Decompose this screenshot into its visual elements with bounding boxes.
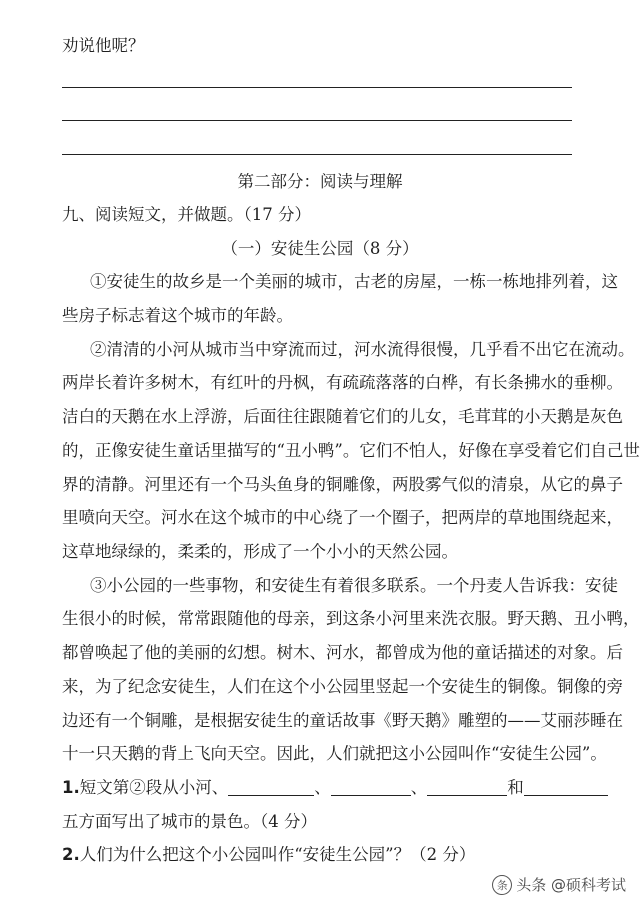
q1-separator: 、: [410, 778, 428, 797]
toutiao-logo-icon: 条: [492, 875, 512, 895]
passage-title: （一）安徒生公园（8 分）: [221, 239, 419, 258]
passage-line: ③小公园的一些事物，和安徒生有着很多联系。一个丹麦人告诉我：安徒: [90, 576, 618, 595]
passage-line: 两岸长着许多树木，有红叶的丹枫，有疏疏落落的白桦，有长条拂水的垂柳。: [62, 373, 623, 392]
passage-line: 的，正像安徒生童话里描写的“丑小鸭”。它们不怕人，好像在享受着它们自己世: [62, 441, 640, 460]
question-1-text: 短文第②段从小河、: [79, 778, 229, 797]
question-continuation: 劝说他呢？: [62, 36, 145, 55]
q1-separator: 、: [314, 778, 331, 797]
passage-line: 来，为了纪念安徒生，人们在这个小公园里竖起一个安徒生的铜像。铜像的旁: [62, 677, 623, 696]
passage-line: ①安徒生的故乡是一个美丽的城市，古老的房屋，一栋一栋地排列着，这: [90, 272, 618, 291]
q1-blank-2[interactable]: [331, 794, 411, 796]
q1-blank-3[interactable]: [427, 794, 507, 796]
answer-line-3: [62, 154, 572, 155]
question-2-number: 2.: [62, 845, 80, 864]
question-2-text: 人们为什么把这个小公园叫作“安徒生公园”？（2 分）: [79, 845, 476, 864]
passage-line: 洁白的天鹅在水上浮游，后面往往跟随着它们的儿女，毛茸茸的小天鹅是灰色: [62, 407, 623, 426]
q1-blank-1[interactable]: [228, 794, 314, 796]
question-2: [62, 843, 475, 867]
section-title: 第二部分：阅读与理解: [237, 172, 403, 191]
question-1-line-2: 五方面写出了城市的景色。（4 分）: [62, 812, 317, 831]
q1-separator: 和: [507, 778, 524, 797]
passage-line: 十一只天鹅的背上飞向天空。因此，人们就把这小公园叫作“安徒生公园”。: [62, 744, 607, 763]
watermark-text: 头条 @硕科考试: [516, 876, 626, 894]
answer-line-1: [62, 87, 572, 88]
passage-line: 都曾唤起了他的美丽的幻想。树木、河水，都曾成为他的童话描述的对象。后: [62, 643, 623, 662]
passage-line: ②清清的小河从城市当中穿流而过，河水流得很慢，几乎看不出它在流动。: [90, 340, 635, 359]
passage-line: 这草地绿绿的，柔柔的，形成了一个小小的天然公园。: [62, 542, 458, 561]
question-1-number: 1.: [62, 778, 80, 797]
passage-line: 里喷向天空。河水在这个城市的中心绕了一个圈子，把两岸的草地围绕起来，: [62, 508, 623, 527]
q1-blank-4[interactable]: [524, 794, 608, 796]
passage-line: 界的清静。河里还有一个马头鱼身的铜雕像，两股雾气似的清泉，从它的鼻子: [62, 475, 623, 494]
question-1: [62, 776, 608, 800]
answer-line-2: [62, 120, 572, 121]
passage-line: 生很小的时候，常常跟随他的母亲，到这条小河里来洗衣服。野天鹅、丑小鸭，: [62, 609, 640, 628]
watermark: [492, 874, 626, 895]
passage-line: 边还有一个铜雕，是根据安徒生的童话故事《野天鹅》雕塑的——艾丽莎睡在: [62, 711, 623, 730]
passage-line: 些房子标志着这个城市的年龄。: [62, 306, 293, 325]
question-heading: 九、阅读短文，并做题。（17 分）: [62, 205, 311, 224]
